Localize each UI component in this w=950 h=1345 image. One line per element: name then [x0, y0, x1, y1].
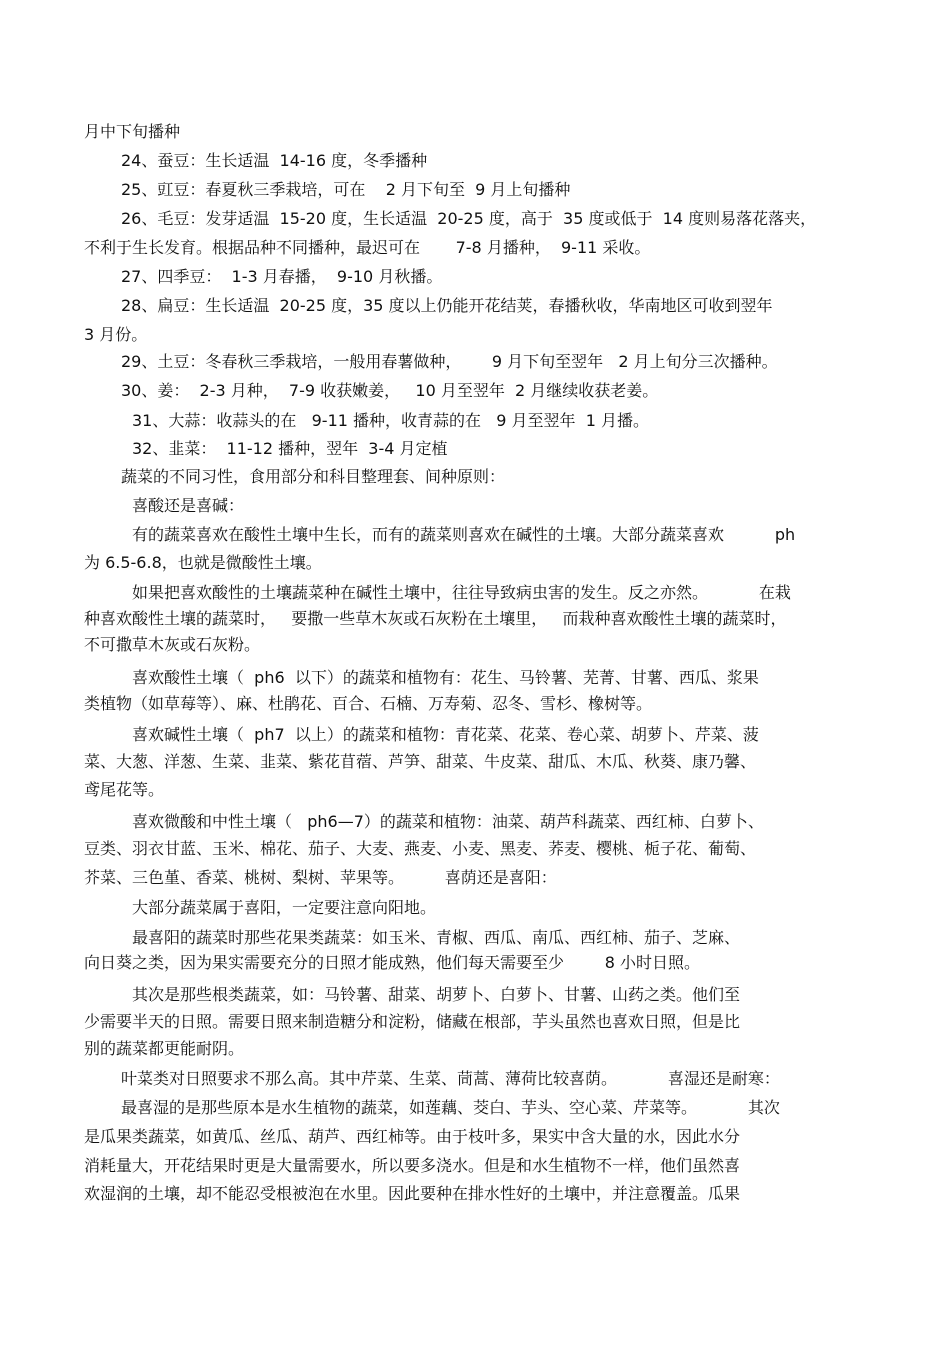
text-line: 31、大蒜：收蒜头的在 9-11 播种，收青蒜的在 9 月至翌年 1 月播。 — [132, 411, 649, 430]
text-line: 芥菜、三色堇、香菜、桃树、梨树、苹果等。 喜荫还是喜阳： — [84, 868, 557, 887]
text-line: 26、毛豆：发芽适温 15-20 度，生长适温 20-25 度，高于 35 度或低于 14 度则易落花落夹， — [121, 209, 817, 228]
text-line: 种喜欢酸性土壤的蔬菜时， 要撒一些草木灰或石灰粉在土壤里， 而栽种喜欢酸性土壤的蔬菜时， — [84, 609, 787, 628]
text-line: 最喜湿的是那些原本是水生植物的蔬菜，如莲藕、茭白、芋头、空心菜、芹菜等。 其次 — [121, 1098, 780, 1117]
text-line: 28、扁豆：生长适温 20-25 度，35 度以上仍能开花结荚，春播秋收，华南地区可收到翌年 — [121, 296, 773, 315]
text-line: 消耗量大，开花结果时更是大量需要水，所以要多浇水。但是和水生植物不一样，他们虽然喜 — [84, 1156, 741, 1175]
text-line: 是瓜果类蔬菜，如黄瓜、丝瓜、葫芦、西红柿等。由于枝叶多，果实中含大量的水，因此水分 — [84, 1127, 741, 1146]
text-line: 喜酸还是喜碱： — [132, 496, 245, 515]
text-line: 3 月份。 — [84, 325, 148, 344]
text-line: 29、土豆：冬春秋三季栽培，一般用春薯做种， 9 月下旬至翌年 2 月上旬分三次播种。 — [121, 352, 778, 371]
text-line: 不利于生长发育。根据品种不同播种，最迟可在 7-8 月播种， 9-11 采收。 — [84, 238, 651, 257]
text-line: 为 6.5-6.8，也就是微酸性土壤。 — [84, 553, 322, 572]
text-line: 喜欢酸性土壤（ ph6 以下）的蔬菜和植物有：花生、马铃薯、芜菁、甘薯、西瓜、浆果 — [132, 668, 759, 687]
text-line: 喜欢微酸和中性土壤（ ph6—7）的蔬菜和植物：油菜、葫芦科蔬菜、西红柿、白萝卜、 — [132, 812, 764, 831]
text-line: 类植物（如草莓等）、麻、杜鹃花、百合、石楠、万寿菊、忍冬、雪杉、橡树等。 — [84, 694, 653, 713]
text-line: 菜、大葱、洋葱、生菜、韭菜、紫花苜蓿、芦笋、甜菜、牛皮菜、甜瓜、木瓜、秋葵、康乃馨、 — [84, 752, 757, 771]
text-line: 不可撒草木灰或石灰粉。 — [84, 635, 261, 654]
text-line: 27、四季豆： 1-3 月春播， 9-10 月秋播。 — [121, 267, 443, 286]
text-line: 叶菜类对日照要求不那么高。其中芹菜、生菜、茼蒿、薄荷比较喜荫。 喜湿还是耐寒： — [121, 1069, 780, 1088]
text-line: 有的蔬菜喜欢在酸性土壤中生长，而有的蔬菜则喜欢在碱性的土壤。大部分蔬菜喜欢 ph — [132, 525, 796, 544]
text-line: 最喜阳的蔬菜时那些花果类蔬菜：如玉米、青椒、西瓜、南瓜、西红柿、茄子、芝麻、 — [132, 928, 741, 947]
text-line: 豆类、羽衣甘蓝、玉米、棉花、茄子、大麦、燕麦、小麦、黑麦、荞麦、樱桃、栀子花、葡萄、 — [84, 839, 757, 858]
text-line: 喜欢碱性土壤（ ph7 以上）的蔬菜和植物：青花菜、花菜、卷心菜、胡萝卜、芹菜、菠 — [132, 725, 759, 744]
text-line: 其次是那些根类蔬菜，如：马铃薯、甜菜、胡萝卜、白萝卜、甘薯、山药之类。他们至 — [132, 985, 741, 1004]
text-line: 月中下旬播种 — [84, 122, 181, 141]
text-line: 如果把喜欢酸性的土壤蔬菜种在碱性土壤中，往往导致病虫害的发生。反之亦然。 在栽 — [132, 583, 791, 602]
text-line: 少需要半天的日照。需要日照来制造糖分和淀粉，储藏在根部，芋头虽然也喜欢日照，但是比 — [84, 1012, 741, 1031]
text-line: 25、豇豆：春夏秋三季栽培，可在 2 月下旬至 9 月上旬播种 — [121, 180, 571, 199]
text-line: 别的蔬菜都更能耐阴。 — [84, 1039, 245, 1058]
text-line: 大部分蔬菜属于喜阳，一定要注意向阳地。 — [132, 898, 437, 917]
text-line: 欢湿润的土壤，却不能忍受根被泡在水里。因此要种在排水性好的土壤中，并注意覆盖。瓜果 — [84, 1184, 741, 1203]
text-line: 鸢尾花等。 — [84, 780, 165, 799]
text-line: 蔬菜的不同习性，食用部分和科目整理套、间种原则： — [121, 467, 506, 486]
text-line: 24、蚕豆：生长适温 14-16 度，冬季播种 — [121, 151, 428, 170]
text-line: 向日葵之类，因为果实需要充分的日照才能成熟，他们每天需要至少 8 小时日照。 — [84, 953, 700, 972]
text-line: 30、姜： 2-3 月种， 7-9 收获嫩姜， 10 月至翌年 2 月继续收获老姜。 — [121, 381, 659, 400]
text-line: 32、韭菜： 11-12 播种，翌年 3-4 月定植 — [132, 439, 448, 458]
